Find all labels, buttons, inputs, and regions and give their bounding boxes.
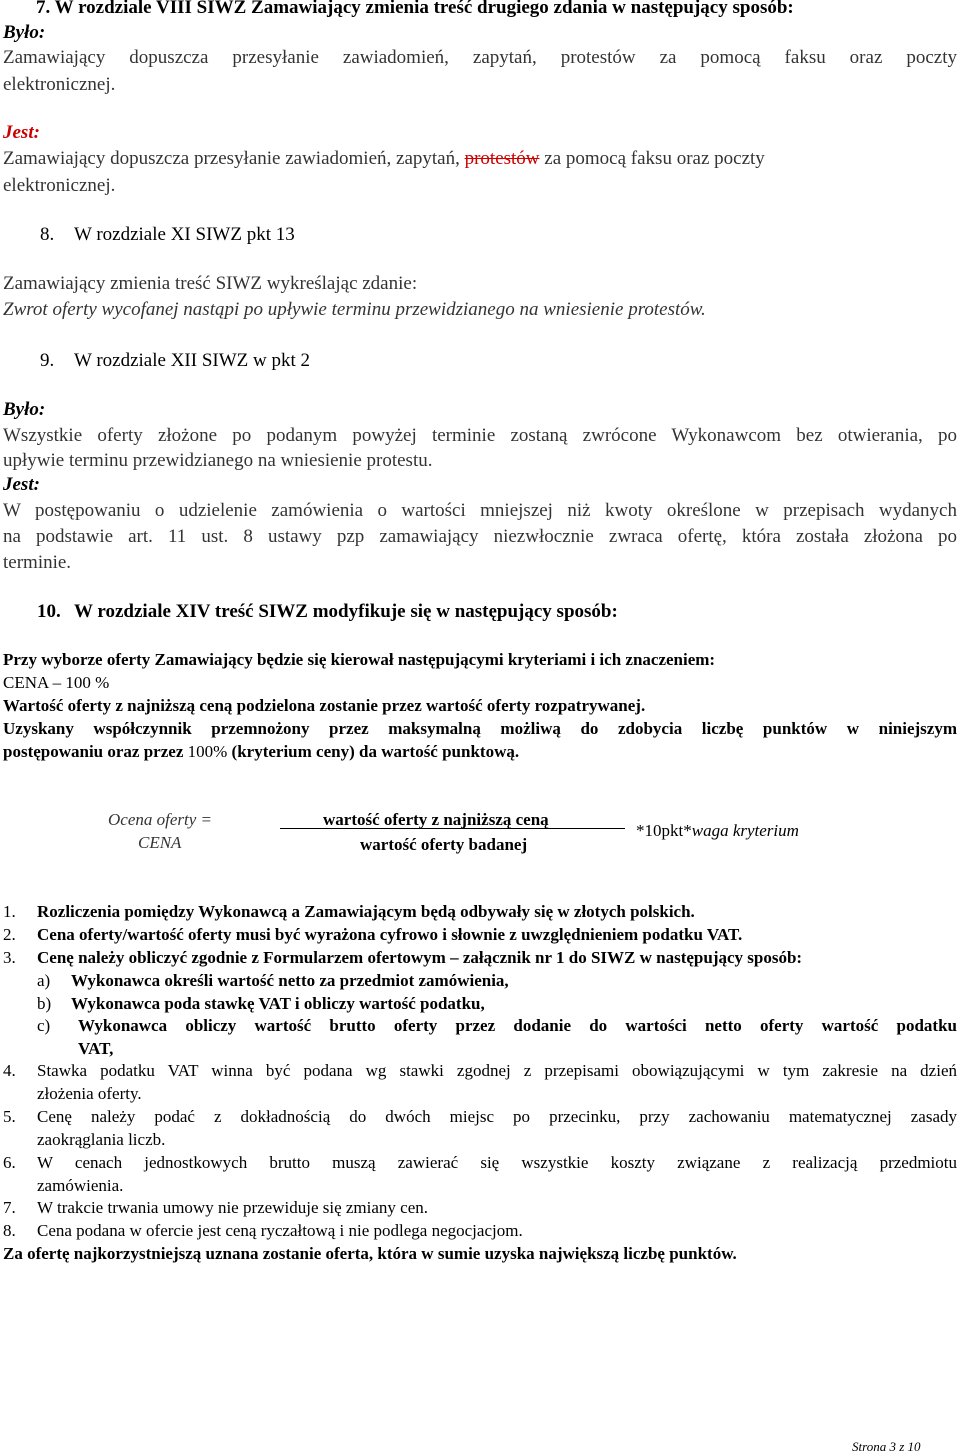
formula-multiplier [636, 822, 799, 839]
formula-multiplier-post: waga kryterium [691, 821, 799, 840]
formula-multiplier-pre: *10pkt* [636, 821, 692, 840]
final-statement: Za ofertę najkorzystniejszą uznana zostanie oferta, która w sumie uzyska największą liczbę punktów. [3, 1244, 737, 1263]
list-item-5-text: Cenę należy podać z dokładnością do dwóch miejsc po przecinku, przy zachowaniu matematycznej zasady [37, 1107, 957, 1126]
list-item [3, 903, 695, 920]
jest-text-pre: Zamawiający dopuszcza przesyłanie zawiadomień, zapytań, [3, 148, 465, 169]
section-9-jest-label: Jest: [3, 474, 40, 495]
struck-word: protestów [464, 148, 540, 169]
sub-item-label: b) [37, 994, 52, 1013]
section-7-jest-label: Jest: [3, 122, 40, 143]
list-item [3, 949, 802, 966]
section-9-jest-text-2: na podstawie art. 11 ust. 8 ustawy pzp zamawiający niezwłocznie zwraca ofertę, która została złożona po [3, 526, 957, 547]
line5-post: (kryterium ceny) da wartość punktową. [227, 742, 520, 761]
list-item-5-number: 5. [3, 1107, 16, 1126]
section-7-bylo-text-cont: elektronicznej. [3, 74, 116, 95]
formula-numerator: wartość oferty z najniższą ceną [323, 810, 549, 829]
section-8-heading: W rozdziale XI SIWZ pkt 13 [74, 224, 295, 245]
list-item-text: Cena oferty/wartość oferty musi być wyrażona cyfrowo i słownie z uwzględnieniem podatku VAT. [37, 925, 743, 944]
list-item [3, 926, 742, 943]
section-9-bylo-text-cont: upływie terminu przewidzianego na wniesienie protestu. [3, 450, 433, 471]
formula-denominator: wartość oferty badanej [360, 835, 528, 854]
list-item-4-text-cont: złożenia oferty. [37, 1084, 142, 1103]
section-7-jest-text [3, 149, 765, 168]
sub-item-c-label: c) [37, 1016, 51, 1035]
list-item-number: 2. [3, 925, 16, 944]
list-item-6-text-cont: zamówienia. [37, 1176, 124, 1195]
list-item-4-text: Stawka podatku VAT winna być podana wg stawki zgodnej z przepisami obowiązującymi w tym zakresie na dzień [37, 1061, 957, 1080]
list-item-4-number: 4. [3, 1061, 16, 1080]
list-item-number: 8. [3, 1221, 16, 1240]
section-9-bylo-label: Było: [3, 399, 46, 420]
sub-item-label: a) [37, 971, 51, 990]
formula-fraction-bar [280, 828, 625, 829]
list-item [3, 1222, 523, 1239]
list-item [3, 1199, 428, 1216]
jest-text-post: za pomocą faksu oraz poczty [539, 148, 765, 169]
sub-item-c-text: Wykonawca obliczy wartość brutto oferty przez dodanie do wartości netto oferty wartość podatku [78, 1016, 957, 1035]
section-10-number: 10. [37, 601, 61, 622]
section-7-heading: 7. W rozdziale VIII SIWZ Zamawiający zmienia treść drugiego zdania w następujący sposób: [36, 0, 794, 18]
sub-item-text: Wykonawca poda stawkę VAT i obliczy wartość podatku, [71, 994, 485, 1013]
section-9-bylo-text: Wszystkie oferty złożone po podanym powyżej terminie zostaną zwrócone Wykonawcom bez otwierania, po [3, 425, 957, 446]
section-10-heading: W rozdziale XIV treść SIWZ modyfikuje się w następujący sposób: [74, 601, 618, 622]
section-8-number: 8. [40, 224, 55, 245]
sub-item-c-text-cont: VAT, [78, 1039, 114, 1058]
list-item-text: Cena podana w ofercie jest ceną ryczałtową i nie podlega negocjacjom. [37, 1221, 523, 1240]
list-item-6-text: W cenach jednostkowych brutto muszą zawierać się wszystkie koszty związane z realizacją przedmiotu [37, 1153, 957, 1172]
sub-item [37, 995, 485, 1012]
list-item-5-text-cont: zaokrąglania liczb. [37, 1130, 166, 1149]
section-10-line3: Wartość oferty z najniższą ceną podzielona zostanie przez wartość oferty rozpatrywanej. [3, 696, 646, 715]
line5-percent: 100% [187, 742, 228, 761]
section-10-line5 [3, 743, 519, 760]
section-7-bylo-label: Było: [3, 22, 46, 43]
list-item-text: Rozliczenia pomiędzy Wykonawcą a Zamawiającym będą odbywały się w złotych polskich. [37, 902, 695, 921]
section-7-bylo-text: Zamawiający dopuszcza przesyłanie zawiadomień, zapytań, protestów za pomocą faksu oraz poczty [3, 47, 957, 68]
formula-left-label: Ocena oferty = [108, 810, 212, 829]
section-8-line1: Zamawiający zmienia treść SIWZ wykreślając zdanie: [3, 273, 418, 294]
list-item-number: 3. [3, 948, 16, 967]
section-9-heading: W rozdziale XII SIWZ w pkt 2 [74, 350, 311, 371]
list-item-text: W trakcie trwania umowy nie przewiduje się zmiany cen. [37, 1198, 429, 1217]
page-number: Strona 3 z 10 [852, 1439, 921, 1454]
formula-left-cena: CENA [138, 833, 182, 852]
list-item-number: 7. [3, 1198, 16, 1217]
list-item-6-number: 6. [3, 1153, 16, 1172]
sub-item [37, 972, 509, 989]
list-item-number: 1. [3, 902, 16, 921]
list-item-text: Cenę należy obliczyć zgodnie z Formularzem ofertowym – załącznik nr 1 do SIWZ w następujący sposób: [37, 948, 803, 967]
section-10-criteria-intro: Przy wyborze oferty Zamawiający będzie się kierował następującymi kryteriami i ich znaczeniem: [3, 650, 716, 669]
section-7-jest-text-cont: elektronicznej. [3, 175, 116, 196]
section-9-jest-text: W postępowaniu o udzielenie zamówienia o wartości mniejszej niż kwoty określone w przepisach wydanych [3, 500, 957, 521]
line5-pre: postępowaniu oraz przez [3, 742, 188, 761]
sub-item-text: Wykonawca określi wartość netto za przedmiot zamówienia, [71, 971, 509, 990]
section-9-jest-text-3: terminie. [3, 552, 72, 573]
section-8-line2: Zwrot oferty wycofanej nastąpi po upływie terminu przewidzianego na wniesienie protestów. [3, 299, 706, 320]
section-9-number: 9. [40, 350, 55, 371]
section-10-line4: Uzyskany współczynnik przemnożony przez maksymalną możliwą do zdobycia liczbę punktów w niniejszym [3, 719, 957, 738]
section-10-cena: CENA – 100 % [3, 673, 110, 692]
